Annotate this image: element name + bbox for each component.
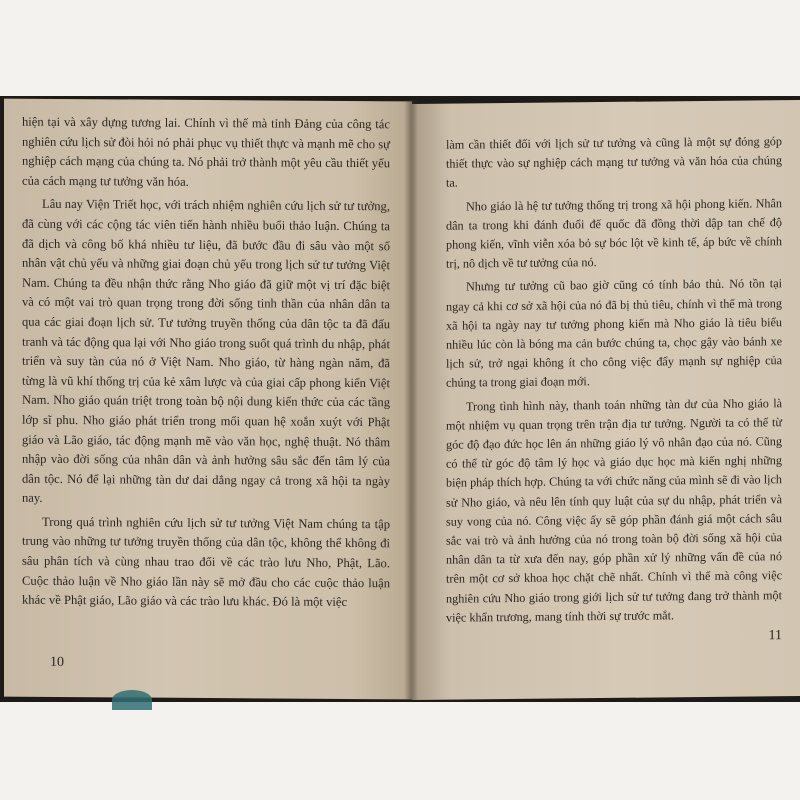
paragraph: Nho giáo là hệ tư tưởng thống trị trong xã hội phong kiến. Nhân dân ta trong khi đánh đuổi đế quốc đã đồng thời dập tan chế độ phong kiến, vĩnh viễn xóa bỏ sự bóc lột về kinh tế, áp bức về chính trị, nô dịch về tư tưởng của nó.	[446, 195, 782, 271]
right-page	[412, 100, 800, 700]
page-number: 11	[768, 628, 782, 644]
page-number: 10	[50, 654, 64, 670]
paragraph: Trong quá trình nghiên cứu lịch sử tư tưởng Việt Nam chúng ta tập trung vào những tư tưởng truyền thống của dân tộc, không thể không đi sâu phân tích và cùng nhau trao đổi về các trào lưu Nho, Phật, Lão. Cuộc thảo luận về Nho giáo lần này sẽ mở đầu cho các cuộc thảo luận khác về Phật giáo, Lão giáo và các trào lưu khác. Đó là một việc	[22, 514, 390, 610]
background-object	[112, 690, 152, 710]
left-page	[4, 99, 412, 700]
left-page-text	[22, 113, 390, 617]
book-spine-shadow	[404, 100, 418, 700]
paragraph: Lâu nay Viện Triết học, với trách nhiệm nghiên cứu lịch sử tư tưởng, đã cùng với các cộng tác viên tiến hành nhiều buổi thảo luận. Chúng ta đã dịch và công bố khá nhiều tư liệu, đã bước đầu đi sâu vào một số nhân vật chủ yếu và những giai đoạn chủ yếu trong lịch sử tư tưởng Việt Nam. Chúng ta đều nhận thức rằng Nho giáo đã giữ một vị trí đặc biệt và có một vai trò quan trọng trong đời sống tinh thần của nhân dân ta qua các giai đoạn lịch sử. Tư tưởng truyền thống của dân tộc ta đã đấu tranh và tác động qua lại với Nho giáo trong suốt quá trình du nhập, phát triển và suy tàn của nó ở Việt Nam. Nho giáo, từ hàng ngàn năm, đã từng là vũ khí thống trị của kẻ xâm lược và của giai cấp phong kiến Việt Nam. Nho giáo quán triệt trong toàn bộ nội dung kiến thức của các tầng lớp sĩ phu. Nho giáo phát triển trong mối quan hệ xoắn xuýt với Phật giáo và Lão giáo, tác động mạnh mẽ vào văn học, nghệ thuật. Nó thâm nhập vào đời sống của nhân dân và ảnh hưởng sâu sắc đến tâm lý của dân tộc. Nó để lại những tàn dư dai dẳng ngay cả trong xã hội ta ngày nay.	[22, 197, 390, 506]
paragraph: hiện tại và xây dựng tương lai. Chính vì thế mà tỉnh Đảng của công tác nghiên cứu lịch sử đòi hỏi nó phải phục vụ thiết thực và mạnh mẽ cho sự nghiệp cách mạng của chúng ta. Nó phải trở thành một yêu cầu thiết yếu của cách mạng tư tưởng văn hóa.	[22, 114, 390, 189]
paragraph: Nhưng tư tưởng cũ bao giờ cũng có tính bảo thủ. Nó tồn tại ngay cả khi cơ sở xã hội của nó đã bị thủ tiêu, chính vì thế mà trong xã hội ta ngày nay tư tưởng phong kiến mà Nho giáo là tiêu biểu nhiều lúc còn là bóng ma cản bước chúng ta, chọc gậy vào bánh xe lịch sử, trở ngại không ít cho công việc đẩy mạnh sự nghiệp của chúng ta trong giai đoạn mới.	[446, 276, 782, 391]
right-page-text	[446, 132, 782, 632]
paragraph: Trong tình hình này, thanh toán những tàn dư của Nho giáo là một nhiệm vụ quan trọng trên trận địa tư tưởng. Người ta có thể từ góc độ đạo đức học lên án những giáo lý vô nhân đạo của nó. Cũng có thể từ góc độ tâm lý học và giáo dục học mà kiến nghị những biện pháp thích hợp. Chúng ta với chức năng của mình sẽ đi vào lịch sử Nho giáo, và nêu lên tính quy luật của sự du nhập, phát triển và suy vong của nó. Công việc ấy sẽ góp phần đánh giá một cách sâu sắc vai trò và ảnh hưởng của nó trong toàn bộ đời sống xã hội của nhân dân ta từ xưa đến nay, góp phần xử lý những vấn đề của nó trên một cơ sở khoa học chặt chẽ nhất. Chính vì thế mà công việc nghiên cứu Nho giáo trong giới lịch sử tư tưởng đang trở thành một việc khẩn trương, mang tính thời sự trước mắt.	[446, 395, 782, 625]
paragraph: làm cần thiết đối với lịch sử tư tưởng và cũng là một sự đóng góp thiết thực vào sự nghiệp cách mạng tư tưởng và văn hóa của chúng ta.	[446, 134, 782, 191]
